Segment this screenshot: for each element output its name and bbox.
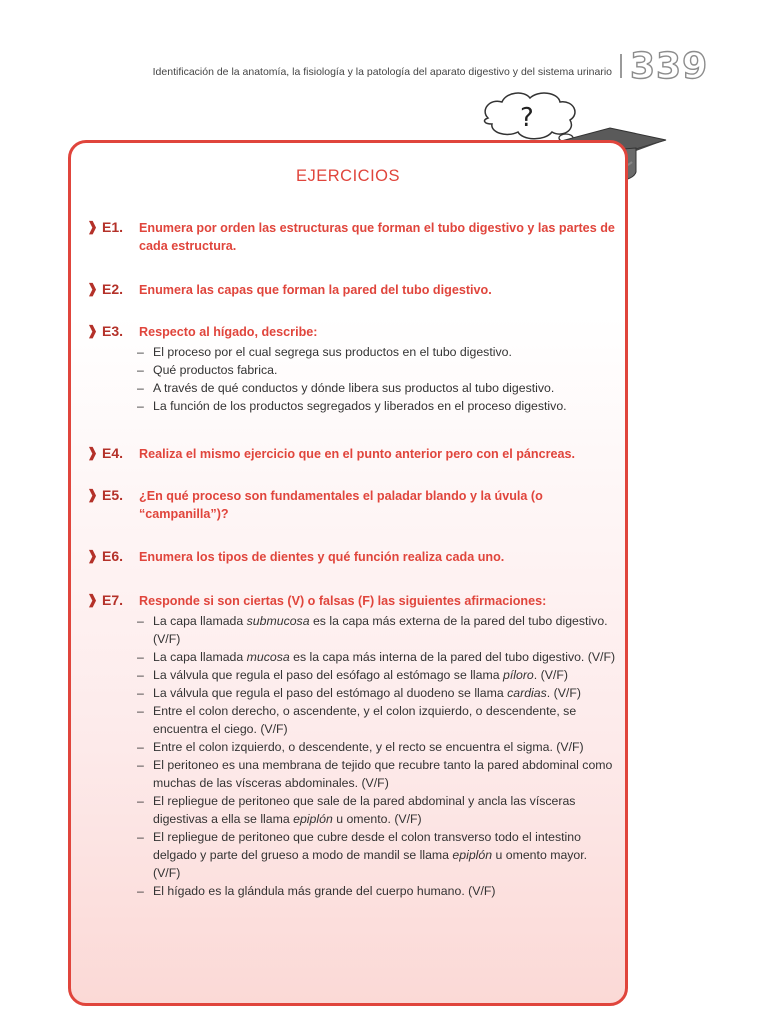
bullet-marker-icon: ❱ bbox=[87, 323, 98, 338]
header-divider bbox=[620, 54, 622, 78]
exercise-code: E6. bbox=[102, 548, 124, 564]
exercise-code: E5. bbox=[102, 487, 124, 503]
svg-text:?: ? bbox=[520, 103, 534, 133]
exercise-text: Enumera por orden las estructuras que forman el tubo digestivo y las partes de cada estructura. bbox=[139, 221, 615, 253]
exercise-code: E3. bbox=[102, 323, 124, 339]
exercises-box bbox=[68, 140, 628, 1006]
list-item: – La función de los productos segregados y liberados en el proceso digestivo. bbox=[137, 399, 567, 413]
exercise-text: Realiza el mismo ejercicio que en el punto anterior pero con el páncreas. bbox=[139, 447, 576, 461]
list-item: – La válvula que regula el paso del esófago al estómago se llama píloro. (V/F) bbox=[137, 668, 568, 682]
exercise-text: Responde si son ciertas (V) o falsas (F) las siguientes afirmaciones: bbox=[139, 594, 547, 608]
exercise-e7-items bbox=[87, 612, 617, 900]
exercise-e3-items bbox=[87, 343, 617, 415]
list-item: – El repliegue de peritoneo que sale de la pared abdominal y ancla las vísceras digestivas a ella se llama epiplón u omento. (V/F) bbox=[137, 794, 576, 826]
exercise-code: E7. bbox=[102, 592, 124, 608]
bullet-marker-icon: ❱ bbox=[87, 445, 98, 460]
list-item: – Entre el colon izquierdo, o descendente, y el recto se encuentra el sigma. (V/F) bbox=[137, 740, 584, 754]
list-item: – La válvula que regula el paso del estómago al duodeno se llama cardias. (V/F) bbox=[137, 686, 581, 700]
exercise-code: E2. bbox=[102, 281, 124, 297]
list-item: – El repliegue de peritoneo que cubre desde el colon transverso todo el intestino delgado y parte del grueso a modo de mandil se llama epiplón u omento mayor. (V/F) bbox=[137, 830, 588, 880]
list-item: – El proceso por el cual segrega sus productos en el tubo digestivo. bbox=[137, 345, 512, 359]
list-item: – La capa llamada mucosa es la capa más interna de la pared del tubo digestivo. (V/F) bbox=[137, 650, 616, 664]
exercise-e4 bbox=[87, 445, 617, 463]
exercise-text: ¿En qué proceso son fundamentales el paladar blando y la úvula (o “campanilla”)? bbox=[139, 489, 543, 521]
bullet-marker-icon: ❱ bbox=[87, 592, 98, 607]
list-item: – Qué productos fabrica. bbox=[137, 363, 278, 377]
page-header bbox=[100, 48, 720, 88]
box-title: EJERCICIOS bbox=[295, 167, 401, 185]
exercise-e2 bbox=[87, 281, 617, 299]
bullet-marker-icon: ❱ bbox=[87, 219, 98, 234]
header-title: Identificación de la anatomía, la fisiología y la patología del aparato digestivo y del sistema urinario bbox=[152, 66, 612, 78]
exercise-e5 bbox=[87, 487, 617, 523]
exercise-code: E1. bbox=[102, 219, 124, 235]
bullet-marker-icon: ❱ bbox=[87, 281, 98, 296]
page-number: 339 bbox=[630, 46, 709, 87]
bullet-marker-icon: ❱ bbox=[87, 548, 98, 563]
exercise-code: E4. bbox=[102, 445, 124, 461]
list-item: – A través de qué conductos y dónde libera sus productos al tubo digestivo. bbox=[137, 381, 555, 395]
list-item: – Entre el colon derecho, o ascendente, y el colon izquierdo, o descendente, se encuentra el ciego. (V/F) bbox=[137, 704, 577, 736]
list-item: – La capa llamada submucosa es la capa más externa de la pared del tubo digestivo. (V/F) bbox=[137, 614, 608, 646]
exercise-e1 bbox=[87, 219, 617, 255]
list-item: – El hígado es la glándula más grande del cuerpo humano. (V/F) bbox=[137, 884, 496, 898]
exercise-e7 bbox=[87, 592, 617, 900]
list-item: – El peritoneo es una membrana de tejido que recubre tanto la pared abdominal como muchas de las vísceras abdominales. (V/F) bbox=[137, 758, 613, 790]
bullet-marker-icon: ❱ bbox=[87, 487, 98, 502]
exercise-text: Enumera las capas que forman la pared del tubo digestivo. bbox=[139, 283, 492, 297]
exercise-text: Respecto al hígado, describe: bbox=[139, 325, 318, 339]
exercise-text: Enumera los tipos de dientes y qué función realiza cada uno. bbox=[139, 550, 505, 564]
exercise-e3 bbox=[87, 323, 617, 415]
exercise-e6 bbox=[87, 548, 617, 566]
